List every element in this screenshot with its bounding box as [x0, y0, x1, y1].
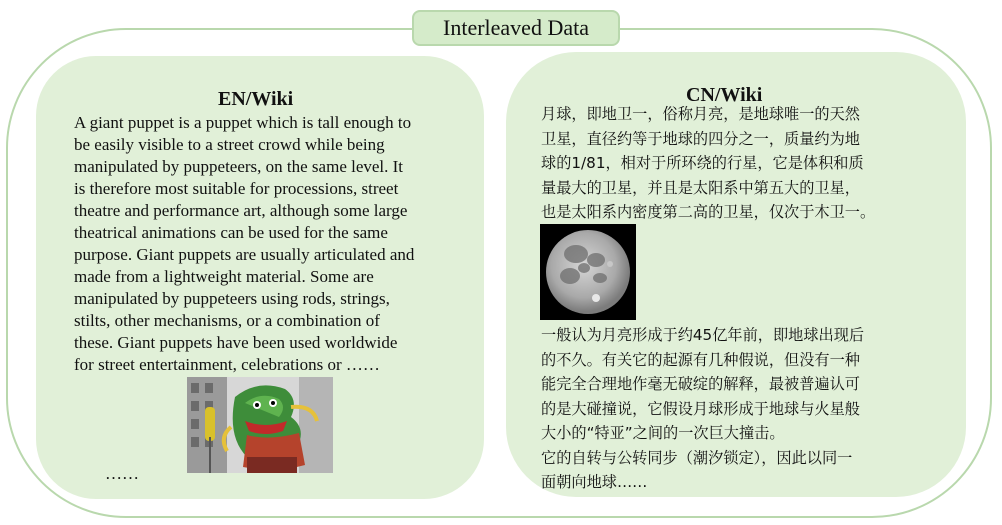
en-wiki-text: A giant puppet is a puppet which is tall enough to be easily visible to a street crowd while being manipulated by puppeteers, on the same level. It is therefore most suitable for processions, street theatre and performance art, although some large theatrical animations can be used for the same purpose. Giant puppets are usually articulated and made from a lightweight material. Some are manipulated by puppeteers using rods, strings, stilts, other mechanisms, or a combination of these. Giant puppets have been used worldwide for street entertainment, celebrations or ……	[74, 113, 415, 374]
giant-puppet-image	[187, 377, 333, 473]
cn-wiki-paragraph-1: 月球，即地卫一，俗称月亮，是地球唯一的天然 卫星，直径约等于地球的四分之一，质量约为地 球的1/81，相对于所环绕的行星，它是体积和质 量最大的卫星，并且是太阳系中第五大的卫星， 也是太阳系内密度第二高的卫星，仅次于木卫一。	[541, 105, 876, 221]
cn-wiki-heading: CN/Wiki	[686, 84, 763, 106]
en-wiki-heading: EN/Wiki	[218, 88, 294, 110]
cn-wiki-paragraph-2: 一般认为月亮形成于约45亿年前，即地球出现后 的不久。有关它的起源有几种假说，但没有一种 能完全合理地作毫无破绽的解释，最被普遍认可 的是大碰撞说，它假设月球形成于地球与火星般 大小的“特亚”之间的一次巨大撞击。 它的自转与公转同步（潮汐锁定），因此以同一 面朝向地球……	[541, 326, 865, 491]
moon-image	[540, 224, 636, 320]
en-ellipsis: ……	[105, 464, 139, 483]
section-title: Interleaved Data	[412, 10, 620, 46]
